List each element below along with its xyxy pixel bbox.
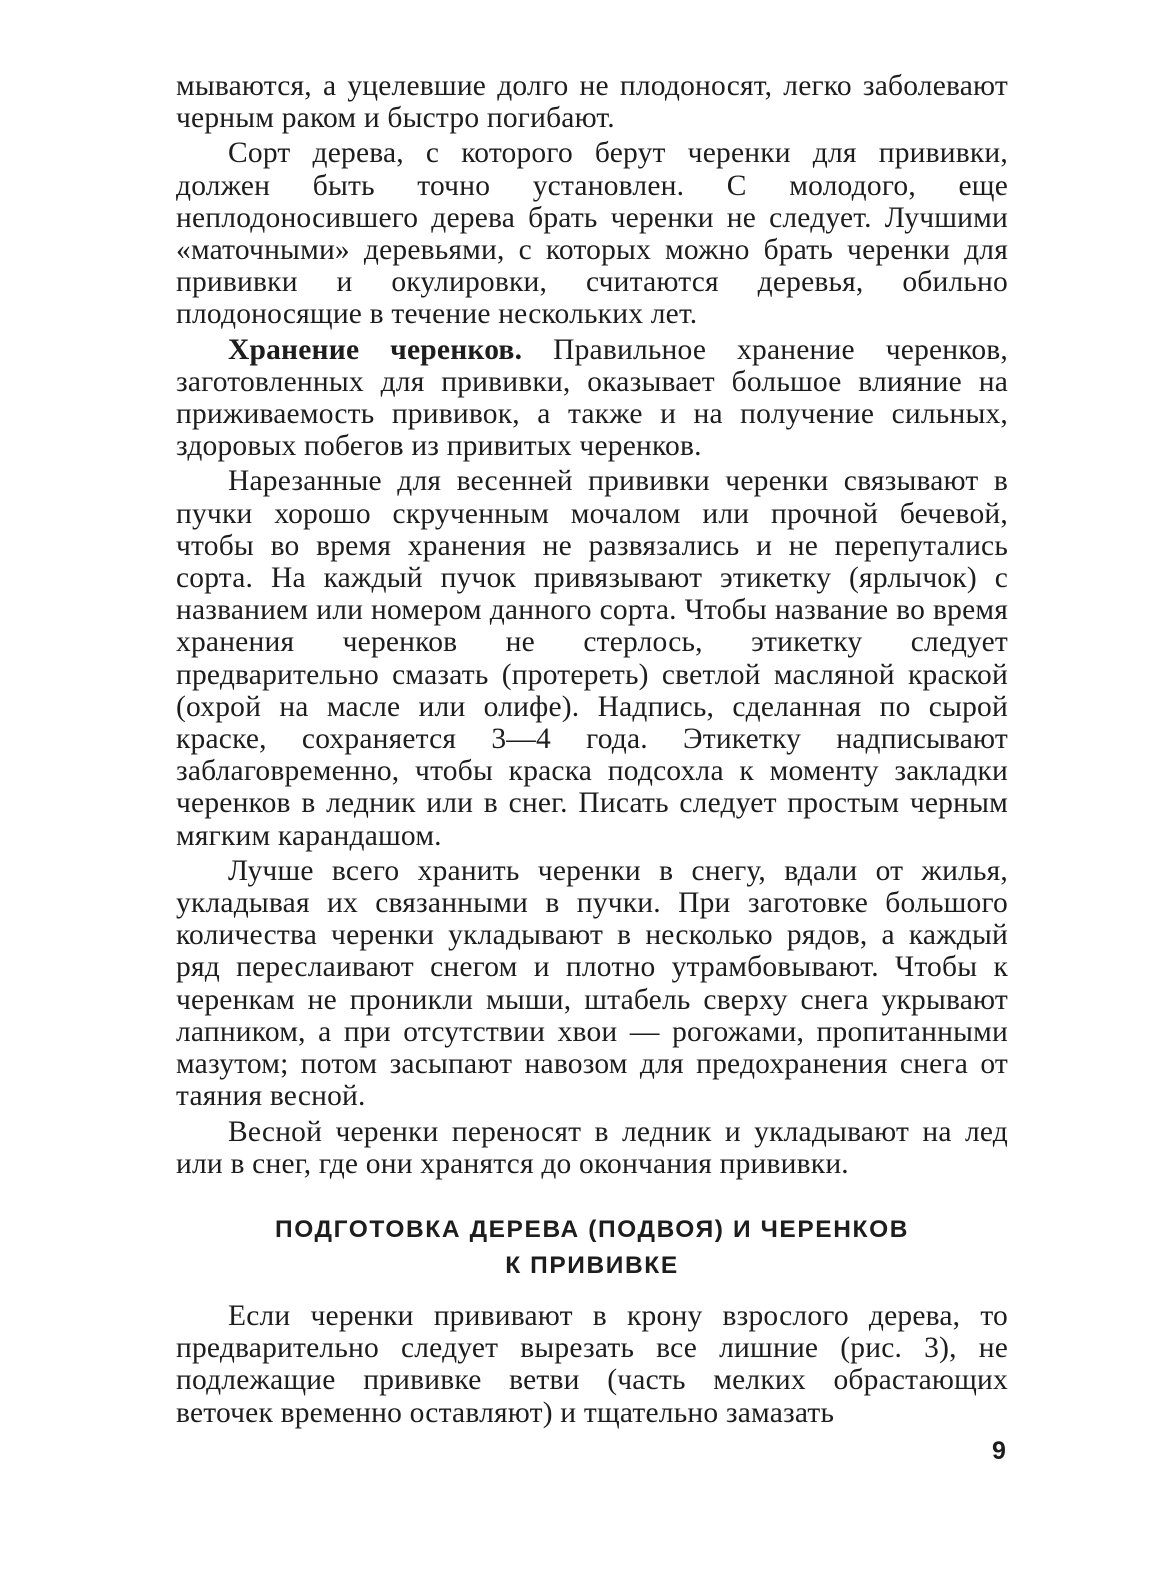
run-in-heading-storage: Хранение черенков.: [228, 333, 523, 366]
paragraph-storage-intro-text: Правильное хранение черенков, заготовленных для прививки, оказывает большое влияние на приживаемость прививок, а также и на получение сильных, здоровых побегов из привитых черенков.: [176, 333, 1008, 463]
paragraph-continued: мываются, а уцелевшие долго не плодоносят, легко заболевают черным раком и быстро погибают.: [176, 70, 1008, 135]
text-block-bottom: [176, 1300, 1008, 1432]
paragraph-storage-intro: [176, 334, 1008, 463]
section-heading: [176, 1212, 1008, 1284]
paragraph-snow-storage: Лучше всего хранить черенки в снегу, вдали от жилья, укладывая их связанными в пучки. При заготовке большого количества черенки укладывают в несколько рядов, а каждый ряд переслаивают снегом и плотно утрамбовывают. Чтобы к черенкам не проникли мыши, штабель сверху снега укрывают лапником, а при отсутствии хвои — рогожами, пропитанными мазутом; потом засыпают навозом для предохранения снега от таяния весной.: [176, 854, 1008, 1113]
paragraph-bundling-labels: Нарезанные для весенней прививки черенки связывают в пучки хорошо скрученным мочалом или прочной бечевой, чтобы во время хранения не развязались и не перепутались сорта. На каждый пучок привязывают этикетку (ярлычок) с названием или номером данного сорта. Чтобы название во время хранения черенков не стерлось, этикетку следует предварительно смазать (протереть) светлой масляной краской (охрой на масле или олифе). Надпись, сделанная по сырой краске, сохраняется 3—4 года. Этикетку надписывают заблаговременно, чтобы краска подсохла к моменту закладки черенков в ледник или в снег. Писать следует простым черным мягким карандашом.: [176, 465, 1008, 852]
paragraph-crown-grafting: Если черенки прививают в крону взрослого дерева, то предварительно следует вырезать все лишние (рис. 3), не подлежащие прививке ветви (часть мелких обрастающих веточек временно оставляют) и тщательно замазать: [176, 1300, 1008, 1429]
paragraph-cutting-variety: Сорт дерева, с которого берут черенки для прививки, должен быть точно установлен. С молодого, еще неплодоносившего дерева брать черенки не следует. Лучшими «маточными» деревьями, с которых можно брать черенки для прививки и окулировки, считаются деревья, обильно плодоносящие в течение нескольких лет.: [176, 137, 1008, 331]
text-block-top: [176, 70, 1008, 1183]
section-heading-line-1: ПОДГОТОВКА ДЕРЕВА (ПОДВОЯ) И ЧЕРЕНКОВ: [274, 1216, 910, 1243]
paragraph-spring-storage: Весной черенки переносят в ледник и укладывают на лед или в снег, где они хранятся до окончания прививки.: [176, 1115, 1008, 1180]
page-number: 9: [992, 1437, 1006, 1465]
section-heading-line-2: К ПРИВИВКЕ: [505, 1252, 679, 1279]
